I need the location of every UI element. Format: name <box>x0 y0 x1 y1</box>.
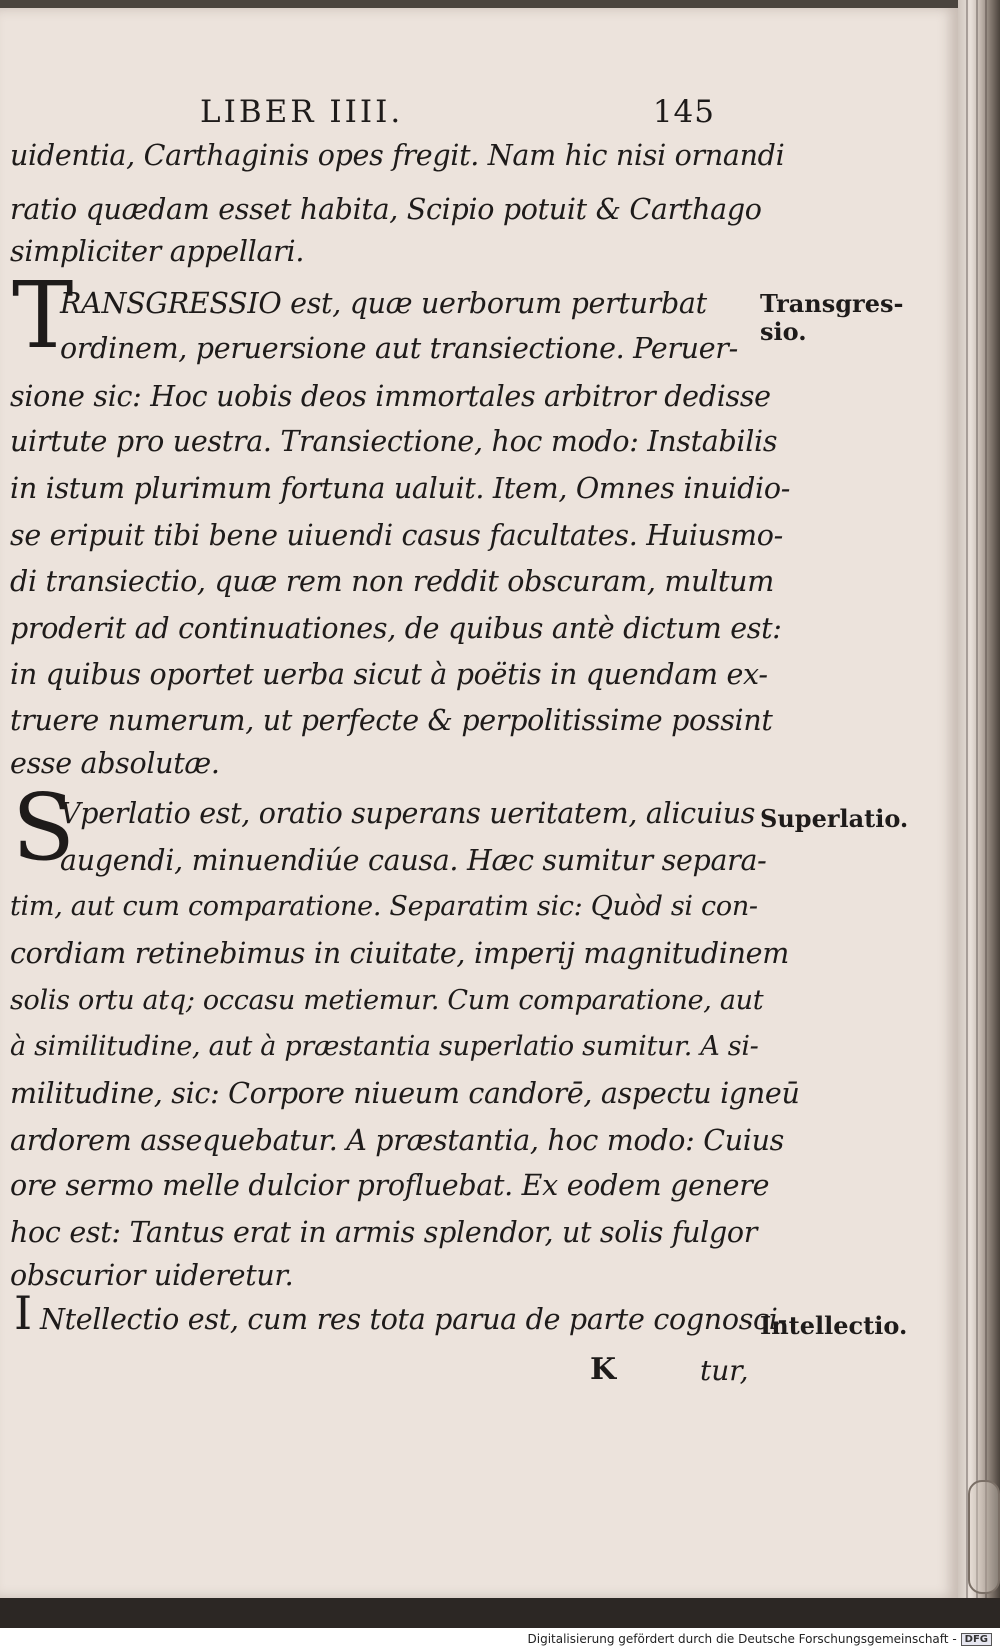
text-line: uirtute pro uestra. Transiectione, hoc modo: Instabilis <box>10 425 778 458</box>
initial-letter-i: I <box>14 1286 33 1340</box>
text-line: ratio quædam esset habita, Scipio potuit & Carthago <box>10 193 762 226</box>
page-clip <box>968 1480 1000 1594</box>
text-line: se eripuit tibi bene uiuendi casus facultates. Huiusmo- <box>10 519 783 552</box>
text-line: sione sic: Hoc uobis deos immortales arbitror dedisse <box>10 380 771 413</box>
page-edge <box>958 0 1000 1610</box>
text-line: in istum plurimum fortuna ualuit. Item, Omnes inuidio- <box>10 472 791 505</box>
footer-credit: Digitalisierung gefördert durch die Deutsche Forschungsgemeinschaft - <box>527 1632 957 1646</box>
marginal-note-superlatio: Superlatio. <box>760 804 909 833</box>
text-line: simpliciter appellari. <box>10 235 305 268</box>
text-line: RANSGRESSIO est, quæ uerborum perturbat <box>60 287 707 320</box>
text-line: ardorem assequebatur. A præstantia, hoc modo: Cuius <box>10 1124 784 1157</box>
text-line: obscurior uideretur. <box>10 1259 294 1292</box>
text-line: cordiam retinebimus in ciuitate, imperij magnitudinem <box>10 937 789 970</box>
running-title: LIBER IIII. <box>200 94 404 130</box>
marginal-note-text: Transgres- sio. <box>760 289 904 346</box>
initial-letter-s: S <box>12 774 76 881</box>
digitization-footer <box>0 1628 1000 1650</box>
signature-mark: K <box>590 1352 617 1387</box>
text-line: uidentia, Carthaginis opes fregit. Nam hic nisi ornandi <box>10 139 785 172</box>
text-line: proderit ad continuationes, de quibus antè dictum est: <box>10 612 782 645</box>
text-line: esse absolutæ. <box>10 747 220 780</box>
text-line: in quibus oportet uerba sicut à poëtis in quendam ex- <box>10 658 768 691</box>
text-line: ordinem, peruersione aut transiectione. Peruer- <box>60 332 738 365</box>
marginal-note-transgressio <box>760 290 930 345</box>
folio-number: 145 <box>652 94 715 130</box>
text-line: ore sermo melle dulcior profluebat. Ex eodem genere <box>10 1169 770 1202</box>
text-line: tim, aut cum comparatione. Separatim sic: Quòd si con- <box>10 891 758 922</box>
dfg-logo: DFG <box>961 1633 992 1646</box>
page-edge-line <box>985 0 987 1610</box>
text-line: solis ortu atq; occasu metiemur. Cum comparatione, aut <box>10 985 764 1016</box>
scan-bottom-band <box>0 1598 1000 1628</box>
text-line: di transiectio, quæ rem non reddit obscuram, multum <box>10 565 774 598</box>
text-line: Vperlatio est, oratio superans ueritatem, alicuius <box>60 797 756 830</box>
catchword: tur, <box>700 1354 749 1387</box>
text-line: hoc est: Tantus erat in armis splendor, ut solis fulgor <box>10 1216 758 1249</box>
page-edge-line <box>966 0 968 1610</box>
text-line: truere numerum, ut perfecte & perpolitissime possint <box>10 704 773 737</box>
text-line: militudine, sic: Corpore niueum candorē, aspectu igneū <box>10 1077 800 1110</box>
text-line: augendi, minuendiúe causa. Hæc sumitur separa- <box>60 844 767 877</box>
initial-letter-t: T <box>12 262 74 369</box>
running-header <box>200 94 715 134</box>
text-line: à similitudine, aut à præstantia superlatio sumitur. A si- <box>10 1031 759 1062</box>
marginal-note-intellectio: Intellectio. <box>760 1311 908 1340</box>
page-edge-line <box>976 0 978 1610</box>
text-line: Ntellectio est, cum res tota parua de parte cognosci- <box>40 1303 787 1336</box>
